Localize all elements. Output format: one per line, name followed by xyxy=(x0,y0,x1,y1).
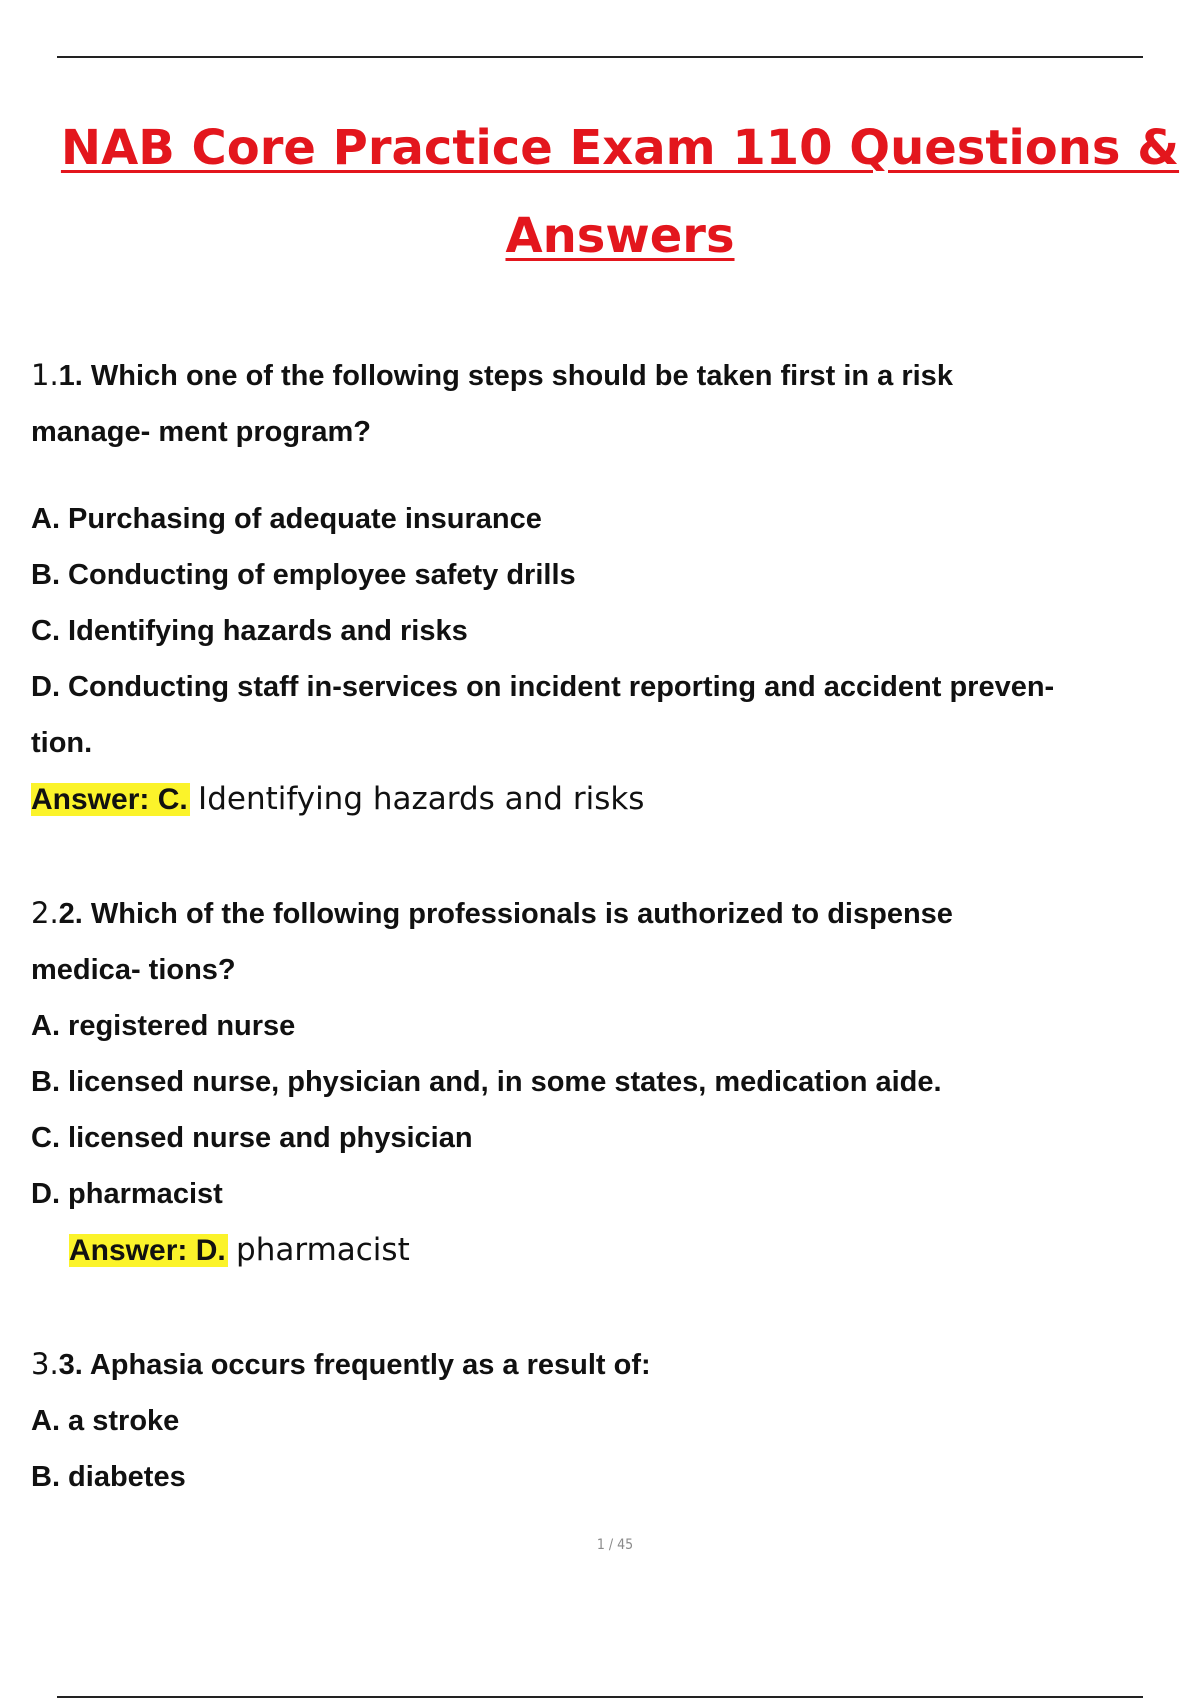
option-2c: C. licensed nurse and physician xyxy=(31,1122,473,1154)
option-1d: D. Conducting staff in-services on incident reporting and accident preven- xyxy=(31,671,1055,703)
page-indicator: 1 / 45 xyxy=(596,1537,634,1553)
question-2-text xyxy=(31,885,1181,942)
question-3-line-1: 3. Aphasia occurs frequently as a result of: xyxy=(58,1349,651,1381)
answer-1-text: Identifying hazards and risks xyxy=(198,781,645,817)
option-2a: A. registered nurse xyxy=(31,1010,296,1042)
title-line-1: NAB Core Practice Exam 110 Questions & xyxy=(60,120,1180,176)
question-2-line-1: 2. Which of the following professionals is authorized to dispense xyxy=(58,898,953,930)
question-2 xyxy=(31,885,1181,1279)
answer-1 xyxy=(31,771,1181,828)
option-2d: D. pharmacist xyxy=(31,1178,223,1210)
question-1-line-1: 1. Which one of the following steps should be taken first in a risk xyxy=(58,360,953,392)
option-2b: B. licensed nurse, physician and, in some states, medication aide. xyxy=(31,1066,942,1098)
option-3b: B. diabetes xyxy=(31,1461,186,1493)
answer-1-key: Answer: C. xyxy=(31,783,188,816)
answer-2 xyxy=(31,1222,1181,1279)
document-title xyxy=(40,104,1200,280)
option-1c: C. Identifying hazards and risks xyxy=(31,615,468,647)
question-1-number: 1. xyxy=(31,358,59,392)
question-3-number: 3. xyxy=(31,1347,59,1381)
question-1-text xyxy=(31,347,1181,404)
answer-2-key: Answer: D. xyxy=(69,1234,226,1267)
bottom-rule xyxy=(57,1696,1143,1698)
question-1 xyxy=(31,347,1181,460)
option-1b: B. Conducting of employee safety drills xyxy=(31,559,576,591)
question-1-options xyxy=(31,491,1181,828)
question-2-line-2: medica- tions? xyxy=(31,954,236,986)
question-2-number: 2. xyxy=(31,896,59,930)
question-1-line-2: manage- ment program? xyxy=(31,416,371,448)
answer-2-text: pharmacist xyxy=(236,1232,410,1268)
top-rule xyxy=(57,56,1143,58)
option-3a: A. a stroke xyxy=(31,1405,180,1437)
title-line-2: Answers xyxy=(505,208,735,264)
question-3 xyxy=(31,1336,1181,1505)
question-3-text xyxy=(31,1336,1181,1393)
option-1a: A. Purchasing of adequate insurance xyxy=(31,503,542,535)
option-1d-continued: tion. xyxy=(31,727,93,759)
